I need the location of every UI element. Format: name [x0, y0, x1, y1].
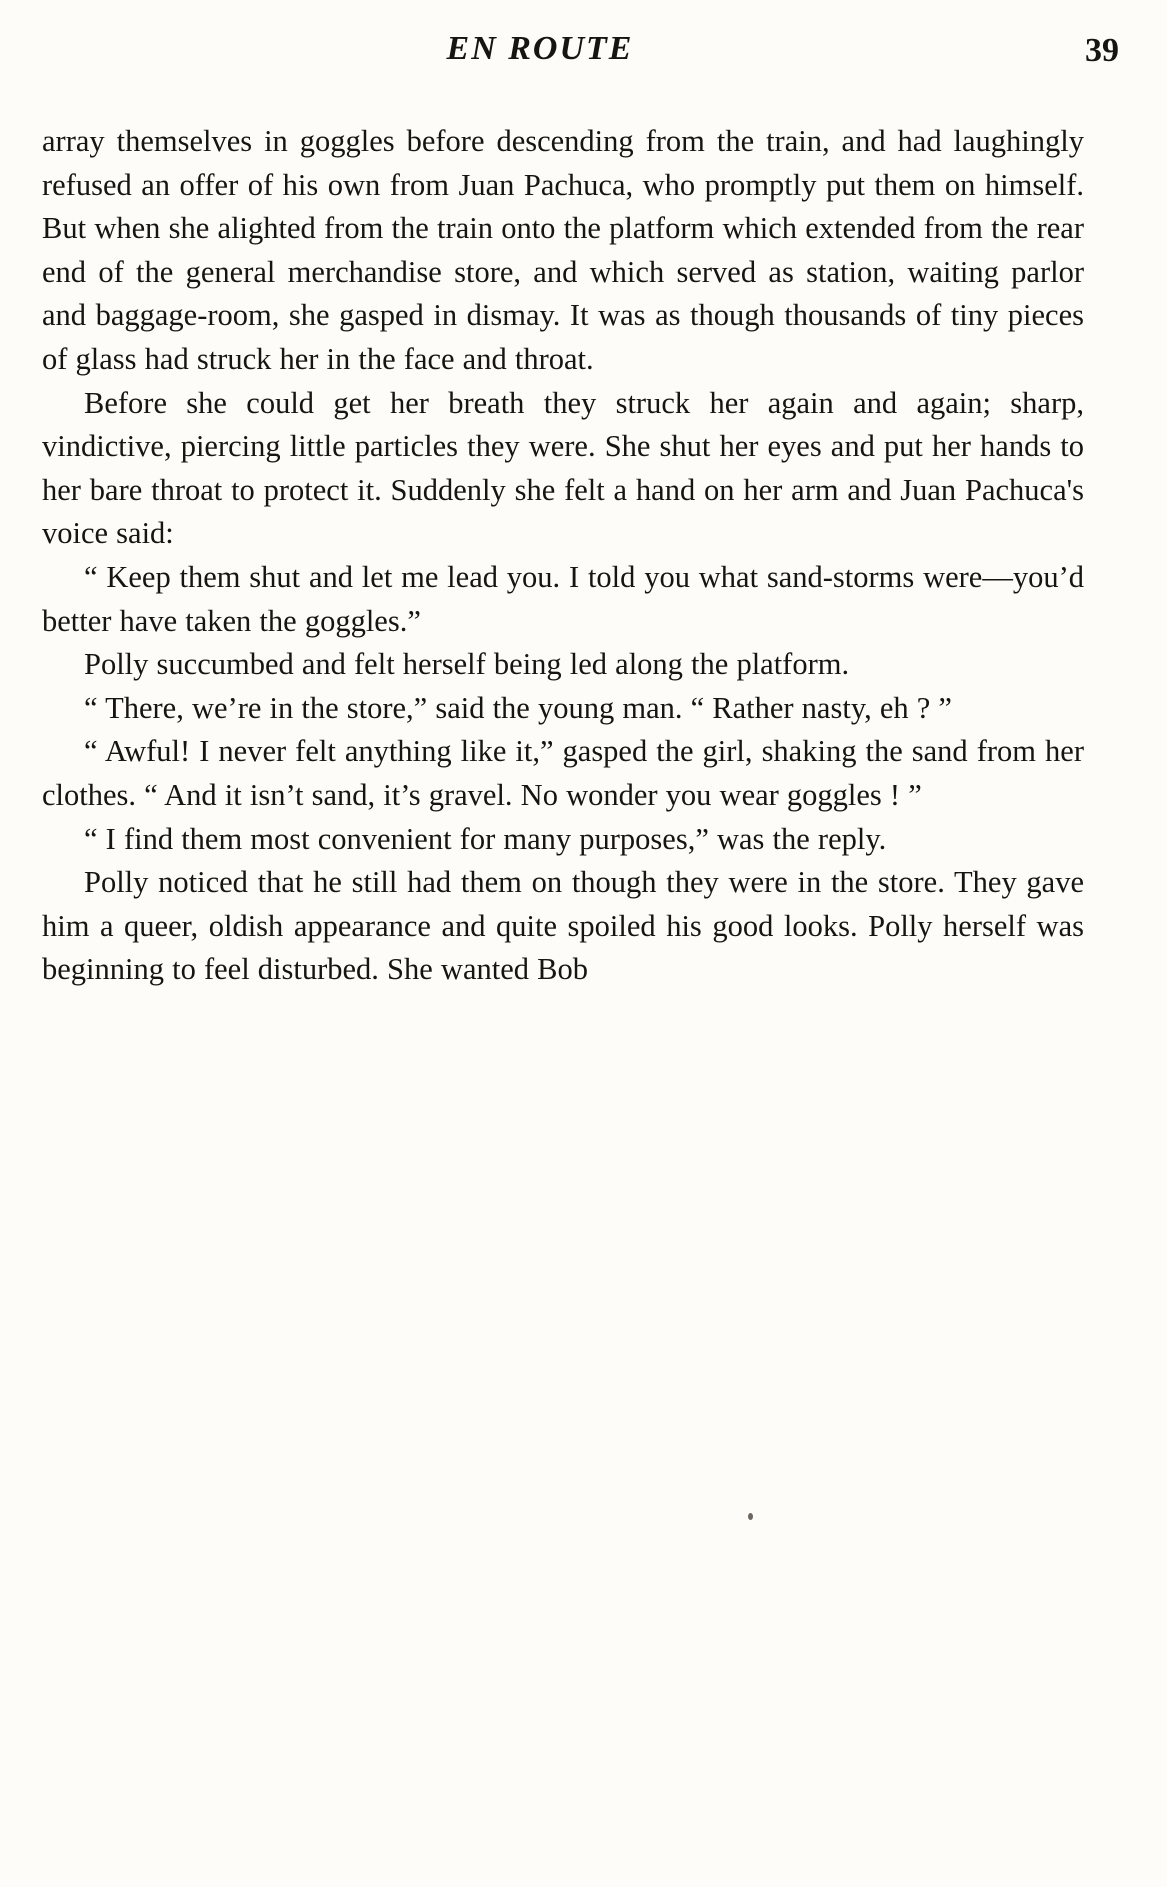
ink-speck [748, 1513, 753, 1520]
page-header [40, 30, 1127, 90]
body-text [42, 120, 1084, 992]
paragraph: “ There, we’re in the store,” said the young man. “ Rather nasty, eh ? ” [84, 690, 952, 725]
running-title: EN ROUTE [446, 30, 634, 67]
paragraph: Polly succumbed and felt herself being led along the platform. [84, 647, 850, 682]
paragraph: Before she could get her breath they struck her again and again; sharp, vindictive, piercing little particles they were. She shut her eyes and put her hands to her bare throat to protect it. Suddenly she felt a hand on her arm and Juan Pachuca's voice said: [42, 385, 1084, 551]
paragraph: Polly noticed that he still had them on though they were in the store. They gave him a queer, oldish appearance and quite spoiled his good looks. Polly herself was beginning to feel disturbed. She wanted Bob [42, 865, 1084, 987]
paragraph: array themselves in goggles before descending from the train, and had laughingly refused an offer of his own from Juan Pachuca, who promptly put them on himself. But when she alighted from the train onto the platform which extended from the rear end of the general merchandise store, and which served as station, waiting parlor and baggage-room, she gasped in dismay. It was as though thousands of tiny pieces of glass had struck her in the face and throat. [42, 124, 1084, 376]
paragraph: “ Awful! I never felt anything like it,” gasped the girl, shaking the sand from her clothes. “ And it isn’t sand, it’s gravel. No wonder you wear goggles ! ” [42, 734, 1084, 812]
paragraph: “ I find them most convenient for many purposes,” was the reply. [84, 821, 887, 856]
paragraph: “ Keep them shut and let me lead you. I told you what sand-storms were—you’d better have taken the goggles.” [42, 559, 1084, 638]
page-number: 39 [1085, 32, 1119, 69]
